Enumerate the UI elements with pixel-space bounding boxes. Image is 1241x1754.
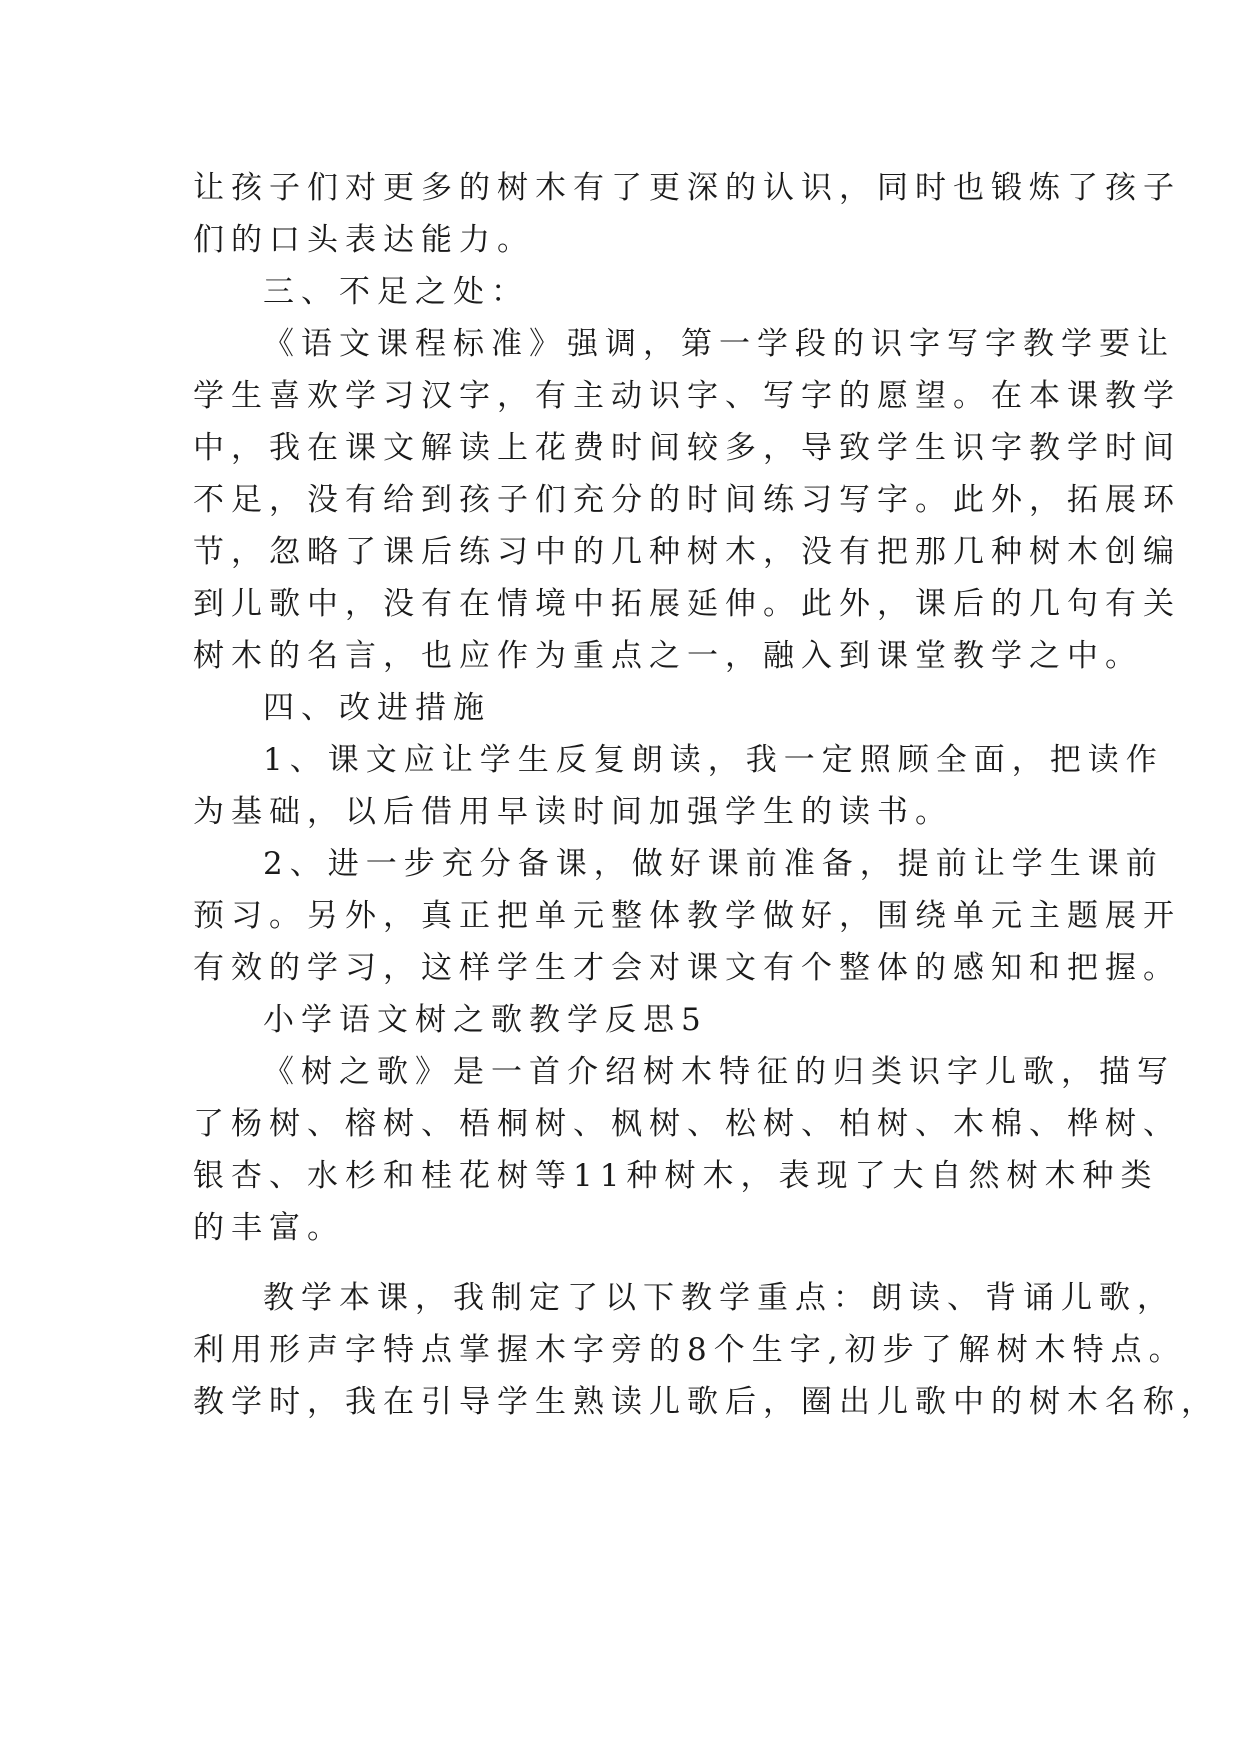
- text-line: 树木的名言，也应作为重点之一，融入到课堂教学之中。: [193, 638, 1143, 674]
- text-line: 了杨树、榕树、梧桐树、枫树、松树、柏树、木棉、桦树、: [193, 1106, 1181, 1142]
- text-line: 中，我在课文解读上花费时间较多，导致学生识字教学时间: [193, 430, 1181, 466]
- section-heading: 四、改进措施: [263, 690, 491, 726]
- text-line: 让孩子们对更多的树木有了更深的认识，同时也锻炼了孩子: [193, 170, 1181, 206]
- text-line: 不足，没有给到孩子们充分的时间练习写字。此外，拓展环: [193, 482, 1181, 518]
- text-line: 预习。另外，真正把单元整体教学做好，围绕单元主题展开: [193, 898, 1181, 934]
- document-body: [193, 162, 1219, 1428]
- text-line: 银杏、水杉和桂花树等11种树木，表现了大自然树木种类: [193, 1158, 1159, 1194]
- text-line: 的丰富。: [193, 1210, 345, 1246]
- text-line: 为基础，以后借用早读时间加强学生的读书。: [193, 794, 953, 830]
- text-line: 《树之歌》是一首介绍树木特征的归类识字儿歌，描写: [263, 1054, 1175, 1090]
- text-line: 们的口头表达能力。: [193, 222, 535, 258]
- section-title: 小学语文树之歌教学反思5: [263, 1002, 708, 1038]
- text-line: 有效的学习，这样学生才会对课文有个整体的感知和把握。: [193, 950, 1181, 986]
- text-line: 学生喜欢学习汉字，有主动识字、写字的愿望。在本课教学: [193, 378, 1181, 414]
- section-heading: 三、不足之处：: [263, 274, 529, 310]
- text-line: 1、课文应让学生反复朗读，我一定照顾全面，把读作: [263, 742, 1164, 778]
- text-line: 2、进一步充分备课，做好课前准备，提前让学生课前: [263, 846, 1164, 882]
- text-line: 利用形声字特点掌握木字旁的8个生字,初步了解树木特点。: [193, 1332, 1187, 1368]
- text-line: 节，忽略了课后练习中的几种树木，没有把那几种树木创编: [193, 534, 1181, 570]
- text-line: 到儿歌中，没有在情境中拓展延伸。此外，课后的几句有关: [193, 586, 1181, 622]
- text-line: 《语文课程标准》强调，第一学段的识字写字教学要让: [263, 326, 1175, 362]
- text-line: 教学时，我在引导学生熟读儿歌后，圈出儿歌中的树木名称，: [193, 1384, 1219, 1420]
- paragraph-gap: [193, 1254, 1053, 1272]
- text-line: 教学本课，我制定了以下教学重点：朗读、背诵儿歌，: [263, 1280, 1175, 1316]
